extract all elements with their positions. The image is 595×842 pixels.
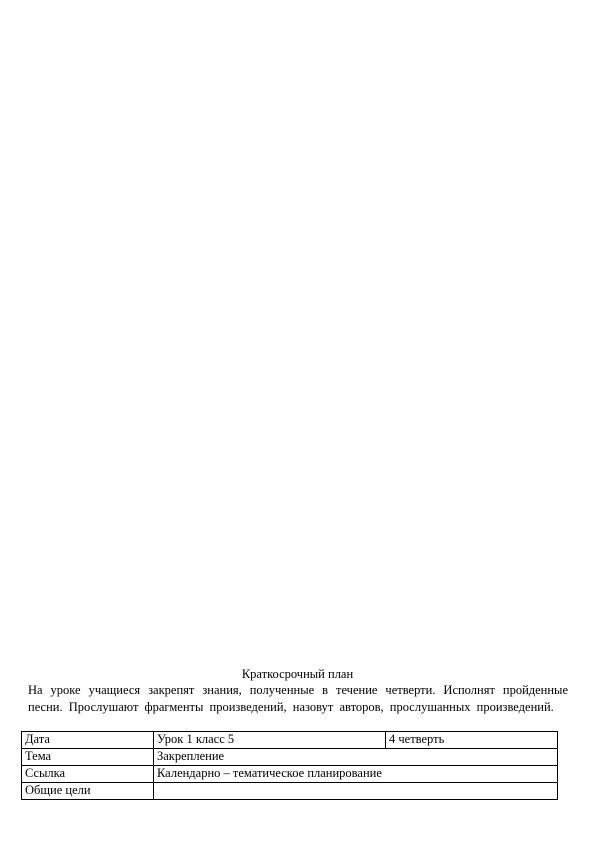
- goals-value-cell: [154, 783, 558, 800]
- goals-label-cell: Общие цели: [22, 783, 154, 800]
- lesson-plan-table: [21, 731, 558, 800]
- date-label-cell: Дата: [22, 732, 154, 749]
- reference-label-cell: Ссылка: [22, 766, 154, 783]
- plan-title: Краткосрочный план: [241, 667, 354, 681]
- table-row-reference: [22, 766, 558, 783]
- table-row-date: [22, 732, 558, 749]
- table-row-goals: [22, 783, 558, 800]
- intro-paragraph: На уроке учащиеся закрепят знания, полученные в течение четверти. Исполнят пройденные песни. Прослушают фрагменты произведений, назовут авторов, прослушанных произведений.: [28, 683, 568, 714]
- table-row-topic: [22, 749, 558, 766]
- topic-label-cell: Тема: [22, 749, 154, 766]
- topic-value-cell: Закрепление: [154, 749, 558, 766]
- reference-value-cell: Календарно – тематическое планирование: [154, 766, 558, 783]
- quarter-cell: 4 четверть: [386, 732, 558, 749]
- lesson-cell: Урок 1 класс 5: [154, 732, 386, 749]
